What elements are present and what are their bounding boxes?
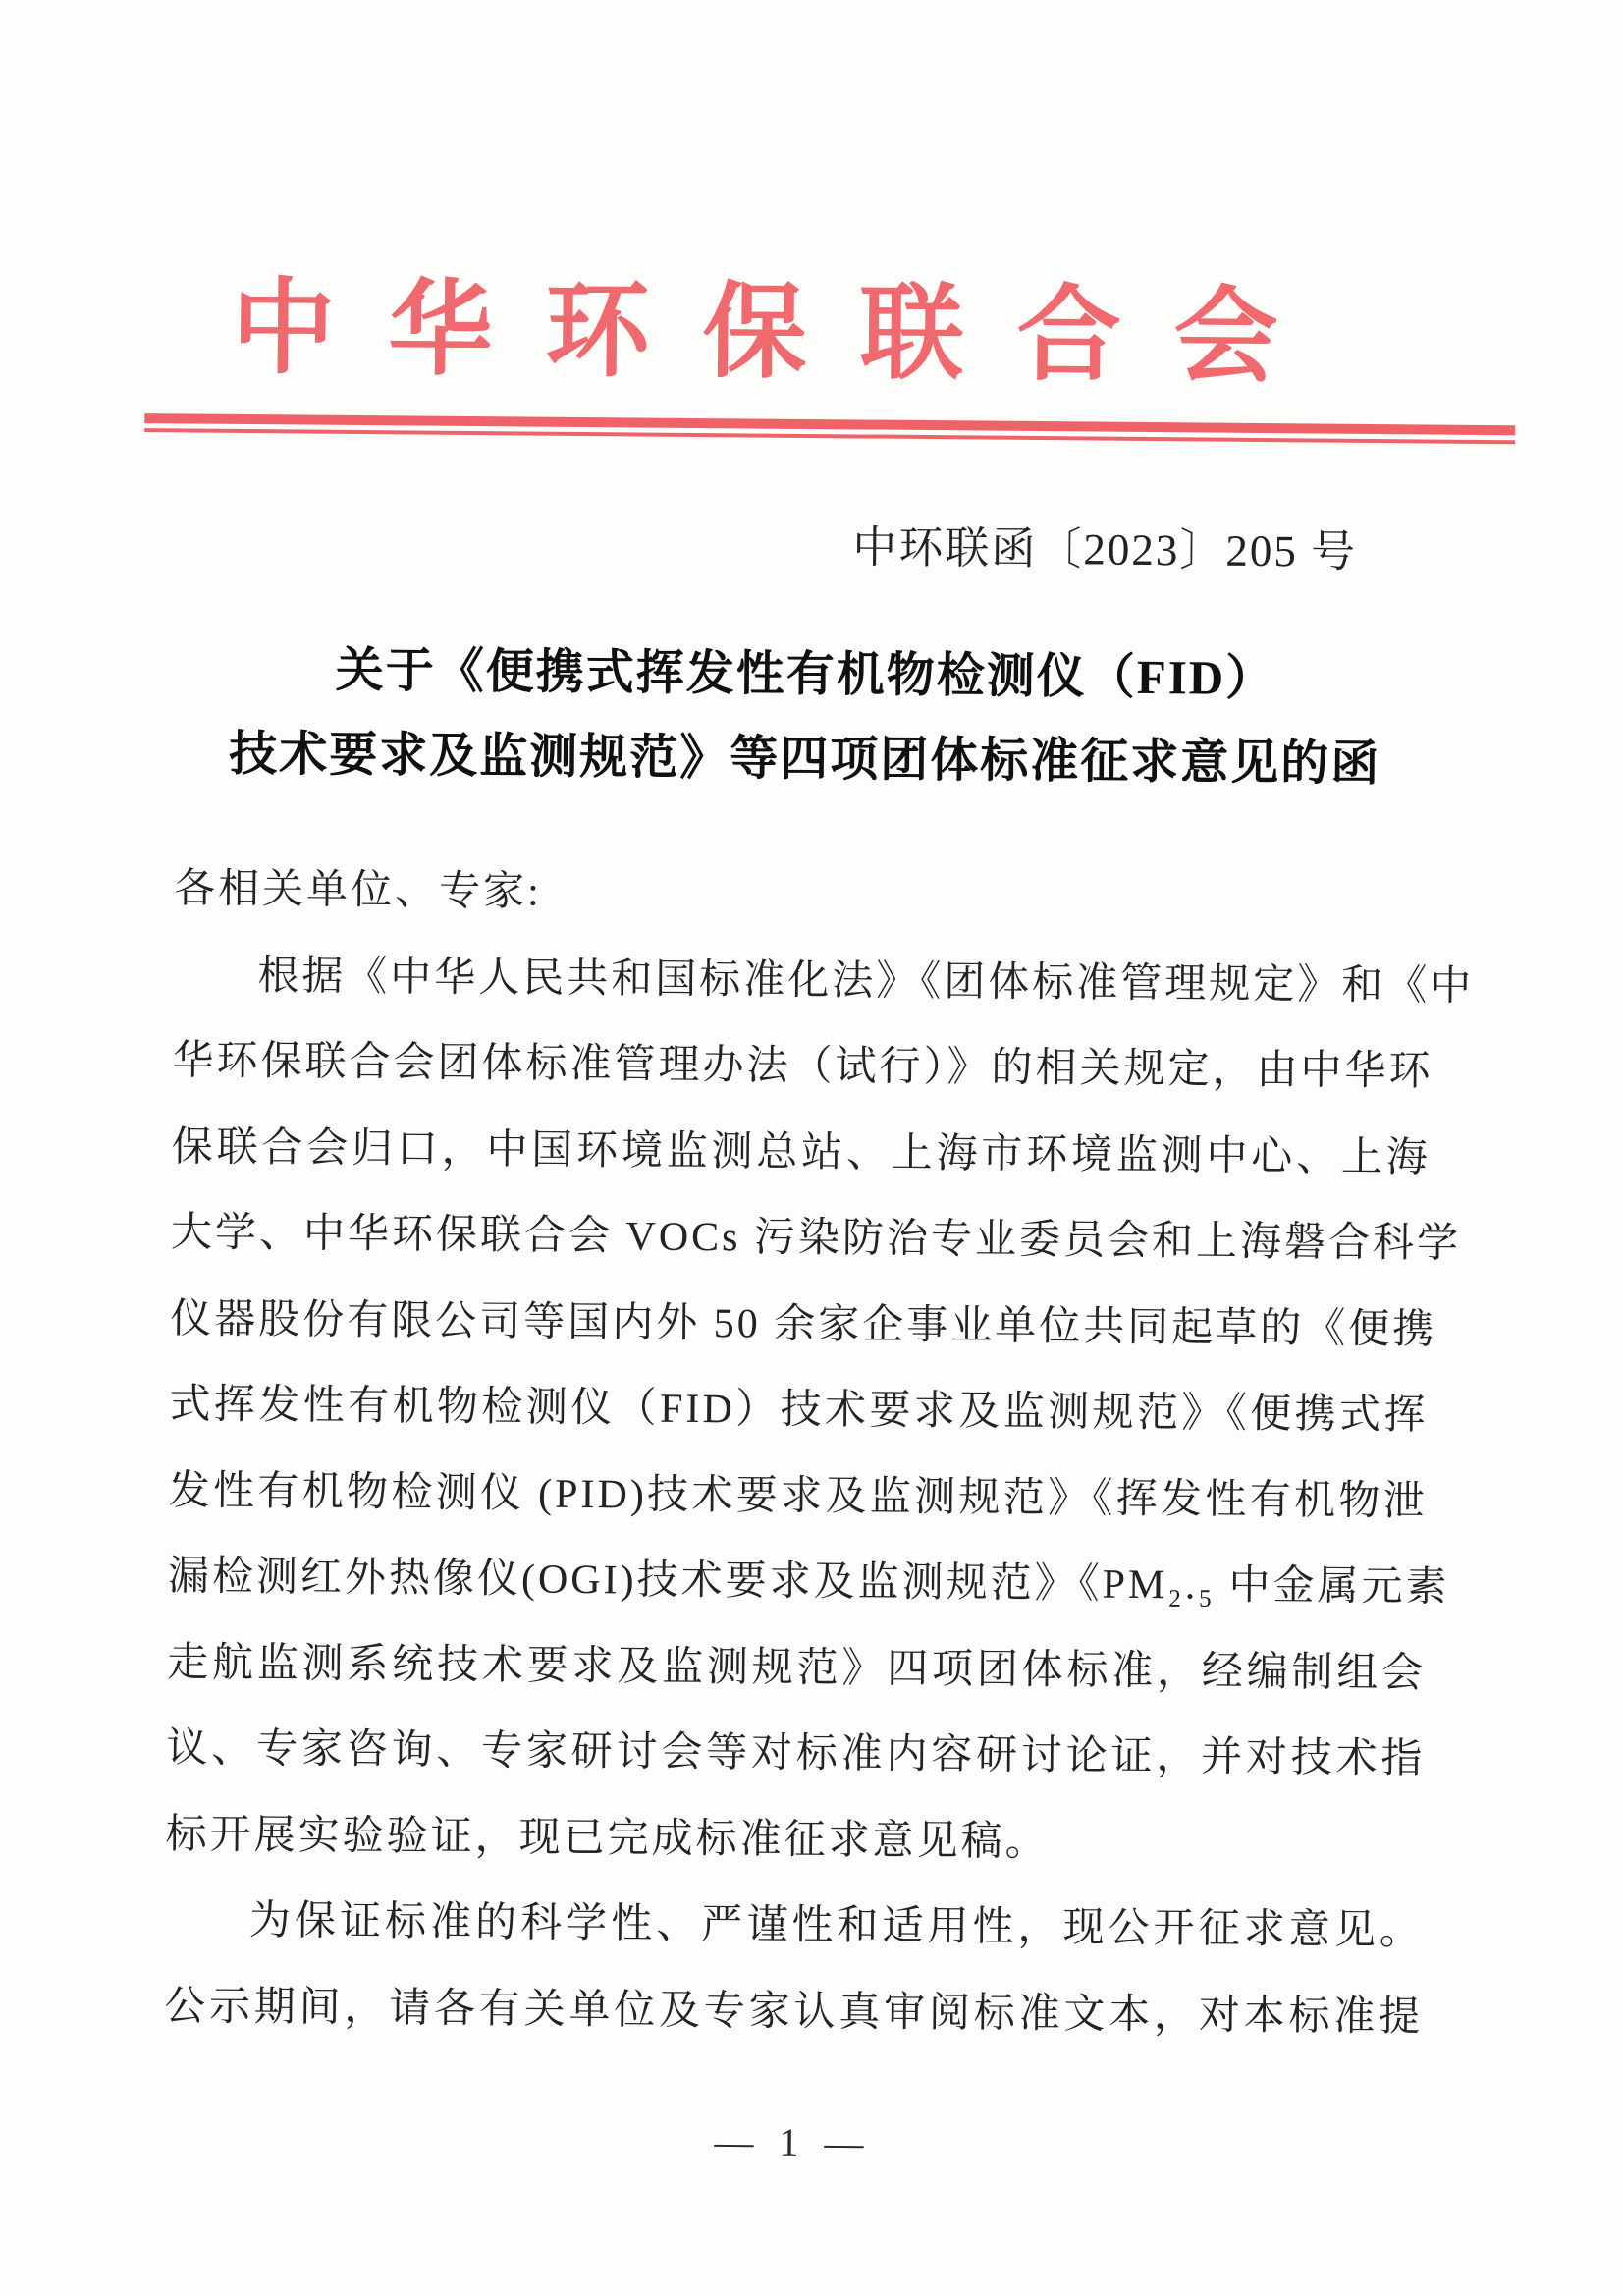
body-line: 标开展实验验证，现已完成标准征求意见稿。 [165,1811,1050,1865]
body-line: 根据《中华人民共和国标准化法》《团体标准管理规定》和《中 [257,953,1475,1010]
body-line: 仪器股份有限公司等国内外 50 余家企事业单位共同起草的《便携 [170,1295,1437,1353]
document-title-line-1: 关于《便携式挥发性有机物检测仪（FID） [335,642,1276,706]
letterhead-double-rule [144,413,1515,444]
body-line: 大学、中华环保联合会 VOCs 污染防治专业委员会和上海磐合科学 [170,1210,1462,1267]
letterhead-org-name: 中华环保联合会 [231,270,1332,396]
body-line: 议、专家咨询、专家研讨会等对标准内容研讨论证，并对技术指 [166,1725,1426,1782]
body-line: 公示期间，请各有关单位及专家认真审阅标准文本，对本标准提 [163,1983,1424,2041]
body-line: 发性有机物检测仪 (PID)技术要求及监测规范》《挥发性有机物泄 [168,1467,1428,1525]
body-line: 保联合会归口，中国环境监测总站、上海市环境监测中心、上海 [171,1123,1431,1181]
body-line: 华环保联合会团体标准管理办法（试行）》的相关规定，由中华环 [172,1038,1434,1095]
body-line: 式挥发性有机物检测仪（FID）技术要求及监测规范》《便携式挥 [169,1382,1429,1439]
salutation: 各相关单位、专家: [173,866,542,915]
letter-body [163,847,1475,2060]
body-line: 走航监测系统技术要求及监测规范》四项团体标准，经编制组会 [167,1639,1427,1697]
document-reference-number: 中环联函〔2023〕205 号 [852,522,1358,576]
document-title [0,626,1617,808]
page-number: — 1 — [714,2119,872,2165]
body-line: 为保证标准的科学性、严谨性和适用性，现公开征求意见。 [248,1898,1425,1954]
body-line: 漏检测红外热像仪(OGI)技术要求及监测规范》《PM₂.₅ 中金属元素 [167,1554,1450,1611]
document-title-line-2: 技术要求及监测规范》等四项团体标准征求意见的函 [229,726,1381,792]
